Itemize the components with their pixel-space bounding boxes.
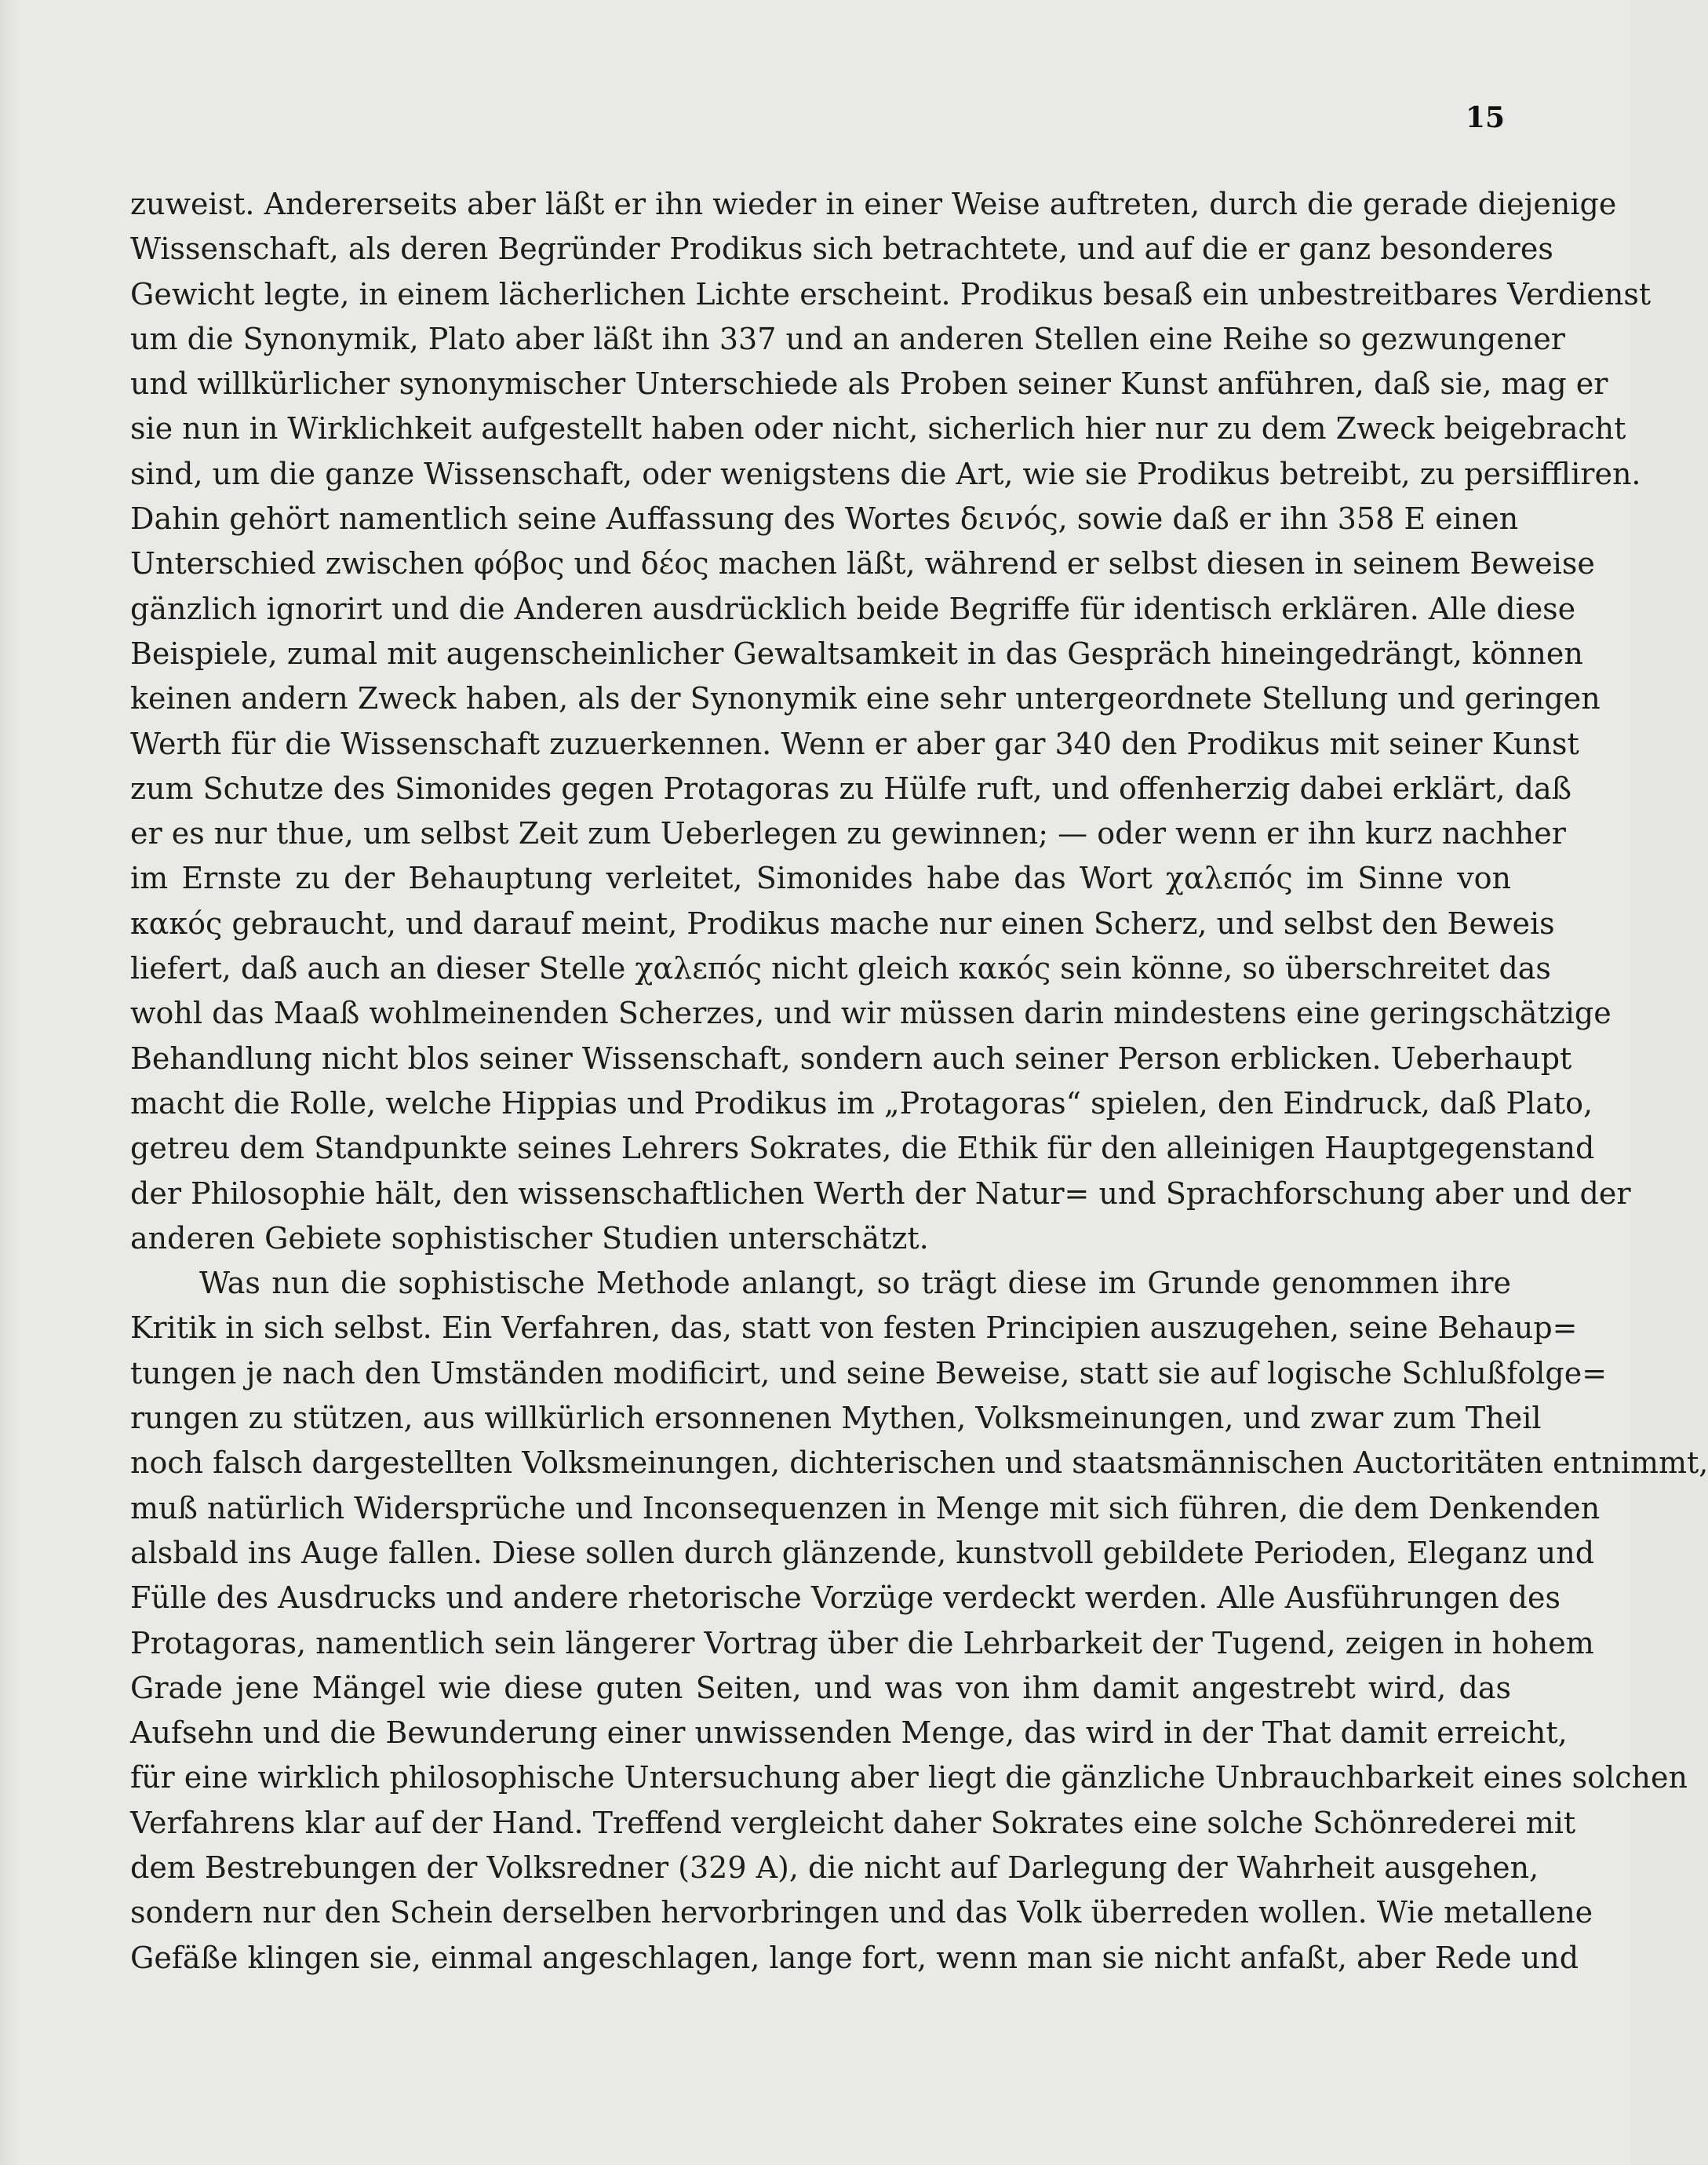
text-line: getreu dem Standpunkte seines Lehrers Sokrates, die Ethik für den alleinigen Hauptgegenstand — [130, 1131, 1595, 1166]
text-line: um die Synonymik, Plato aber läßt ihn 337 und an anderen Stellen eine Reihe so gezwungener — [130, 321, 1565, 356]
text-line: noch falsch dargestellten Volksmeinungen, dichterischen und staatsmännischen Auctoritäten entnimmt, — [130, 1445, 1708, 1481]
text-line: sie nun in Wirklichkeit aufgestellt haben oder nicht, sicherlich hier nur zu dem Zweck beigebracht — [130, 411, 1626, 446]
text-line: Grade jene Mängel wie diese guten Seiten, und was von ihm damit angestrebt wird, das — [130, 1670, 1511, 1705]
text-line: liefert, daß auch an dieser Stelle χαλεπός nicht gleich κακός sein könne, so überschreitet das — [130, 951, 1551, 986]
text-line: und willkürlicher synonymischer Unterschiede als Proben seiner Kunst anführen, daß sie, mag er — [130, 366, 1608, 402]
text-line: sondern nur den Schein derselben hervorbringen und das Volk überreden wollen. Wie metallene — [130, 1895, 1593, 1930]
text-line: Gewicht legte, in einem lächerlichen Lichte erscheint. Prodikus besaß ein unbestreitbares Verdienst — [130, 276, 1652, 312]
text-line: Protagoras, namentlich sein längerer Vortrag über die Lehrbarkeit der Tugend, zeigen in hohem — [130, 1625, 1594, 1660]
text-line: der Philosophie hält, den wissenschaftlichen Werth der Natur= und Sprachforschung aber und der — [130, 1175, 1631, 1211]
text-line: tungen je nach den Umständen modificirt, und seine Beweise, statt sie auf logische Schlußfolge= — [130, 1355, 1608, 1390]
text-line: zum Schutze des Simonides gegen Protagoras zu Hülfe ruft, und offenherzig dabei erklärt, daß — [130, 771, 1572, 806]
text-line: sind, um die ganze Wissenschaft, oder wenigstens die Art, wie sie Prodikus betreibt, zu persiffliren. — [130, 456, 1641, 491]
text-line: Fülle des Ausdrucks und andere rhetorische Vorzüge verdeckt werden. Alle Ausführungen des — [130, 1580, 1561, 1616]
text-line: gänzlich ignorirt und die Anderen ausdrücklich beide Begriffe für identisch erklären. Alle diese — [130, 591, 1576, 626]
text-line: alsbald ins Auge fallen. Diese sollen durch glänzende, kunstvoll gebildete Perioden, Eleganz und — [130, 1535, 1595, 1570]
text-line: macht die Rolle, welche Hippias und Prodikus im „Protagoras“ spielen, den Eindruck, daß Plato, — [130, 1085, 1593, 1121]
text-line: Beispiele, zumal mit augenscheinlicher Gewaltsamkeit in das Gespräch hineingedrängt, können — [130, 636, 1583, 671]
text-line: Werth für die Wissenschaft zuzuerkennen. Wenn er aber gar 340 den Prodikus mit seiner Kunst — [130, 726, 1579, 761]
text-line: wohl das Maaß wohlmeinenden Scherzes, und wir müssen darin mindestens eine geringschätzige — [130, 996, 1611, 1031]
text-line: Gefäße klingen sie, einmal angeschlagen, lange fort, wenn man sie nicht anfaßt, aber Rede und — [130, 1940, 1579, 1975]
text-line: dem Bestrebungen der Volksredner (329 A), die nicht auf Darlegung der Wahrheit ausgehen, — [130, 1850, 1539, 1885]
text-line: im Ernste zu der Behauptung verleitet, Simonides habe das Wort χαλεπός im Sinne von — [130, 861, 1511, 896]
text-line: Kritik in sich selbst. Ein Verfahren, das, statt von festen Principien auszugehen, seine Behaup= — [130, 1310, 1578, 1346]
text-line: rungen zu stützen, aus willkürlich ersonnenen Mythen, Volksmeinungen, und zwar zum Theil — [130, 1401, 1542, 1436]
body-text — [130, 182, 1708, 1981]
text-line-paragraph-start: Was nun die sophistische Methode anlangt, so trägt diese im Grunde genommen ihre — [199, 1266, 1511, 1301]
text-line: für eine wirklich philosophische Untersuchung aber liegt die gänzliche Unbrauchbarkeit eines solchen — [130, 1760, 1688, 1795]
text-line: Behandlung nicht blos seiner Wissenschaft, sondern auch seiner Person erblicken. Ueberhaupt — [130, 1041, 1572, 1076]
text-line: keinen andern Zweck haben, als der Synonymik eine sehr untergeordnete Stellung und geringen — [130, 681, 1601, 716]
page-number: 15 — [1466, 101, 1506, 134]
text-line-paragraph-end: anderen Gebiete sophistischer Studien unterschätzt. — [130, 1220, 929, 1256]
text-line: Dahin gehört namentlich seine Auffassung des Wortes δεινός, sowie daß er ihn 358 E einen — [130, 501, 1519, 537]
text-line: κακός gebraucht, und darauf meint, Prodikus mache nur einen Scherz, und selbst den Beweis — [130, 906, 1555, 941]
text-line: Wissenschaft, als deren Begründer Prodikus sich betrachtete, und auf die er ganz besonderes — [130, 231, 1553, 267]
text-line: er es nur thue, um selbst Zeit zum Ueberlegen zu gewinnen; — oder wenn er ihn kurz nachher — [130, 816, 1566, 851]
text-line: zuweist. Andererseits aber läßt er ihn wieder in einer Weise auftreten, durch die gerade diejenige — [130, 187, 1617, 221]
text-line: Unterschied zwischen φόβος und δέος machen läßt, während er selbst diesen in seinem Beweise — [130, 546, 1595, 581]
scan-edge-shadow — [0, 0, 19, 2165]
text-line: Verfahrens klar auf der Hand. Treffend vergleicht daher Sokrates eine solche Schönrederei mit — [130, 1805, 1576, 1840]
text-line: muß natürlich Widersprüche und Inconsequenzen in Menge mit sich führen, die dem Denkenden — [130, 1490, 1601, 1525]
text-line: Aufsehn und die Bewunderung einer unwissenden Menge, das wird in der That damit erreicht, — [130, 1715, 1568, 1751]
